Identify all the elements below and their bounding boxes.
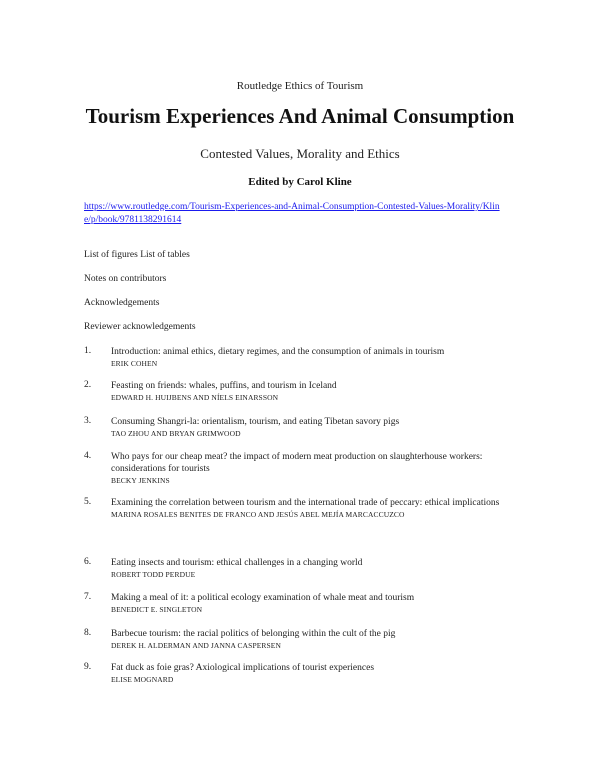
chapter-title: Fat duck as foie gras? Axiological implications of tourist experiences [111,663,375,673]
chapter-entry [84,592,524,615]
chapter-entry [84,557,524,580]
chapter-number: 4. [84,451,92,461]
chapter-authors: BENEDICT E. SINGLETON [111,605,203,614]
chapter-entry [84,346,524,369]
chapter-title: Making a meal of it: a political ecology examination of whale meat and tourism [111,593,415,603]
book-url-link[interactable]: https://www.routledge.com/Tourism-Experiences-and-Animal-Consumption-Contested-Values-Morality/Kline/p/book/9781138291614 [84,202,500,225]
chapter-authors: EDWARD H. HUIJBENS AND NÍELS EINARSSON [111,393,279,402]
chapter-number: 5. [84,497,92,507]
chapter-title: Feasting on friends: whales, puffins, and tourism in Iceland [111,381,337,391]
chapter-number: 7. [84,592,92,602]
chapter-number: 1. [84,346,92,356]
front-matter-item: List of figures List of tables [84,250,190,260]
chapter-entry [84,380,524,403]
chapter-entry [84,662,524,685]
chapter-authors: ROBERT TODD PERDUE [111,570,196,579]
chapter-authors: BECKY JENKINS [111,476,170,485]
front-matter-item: Acknowledgements [84,298,160,308]
chapter-number: 6. [84,557,92,567]
chapter-title: Barbecue tourism: the racial politics of belonging within the cult of the pig [111,629,396,639]
chapter-entry [84,416,524,439]
chapter-title: Introduction: animal ethics, dietary regimes, and the consumption of animals in tourism [111,347,445,357]
chapter-authors: MARINA ROSALES BENITES DE FRANCO AND JESÚS ABEL MEJÍA MARCACCUZCO [111,510,405,519]
chapter-authors: DEREK H. ALDERMAN AND JANNA CASPERSEN [111,641,281,650]
chapter-title: Consuming Shangri-la: orientalism, tourism, and eating Tibetan savory pigs [111,417,400,427]
front-matter-item: Reviewer acknowledgements [84,322,196,332]
book-title: Tourism Experiences And Animal Consumption [85,104,515,128]
chapter-number: 2. [84,380,92,390]
chapter-entry [84,451,524,486]
chapter-number: 8. [84,628,92,638]
chapter-title: Eating insects and tourism: ethical challenges in a changing world [111,558,363,568]
book-editor: Edited by Carol Kline [248,176,352,188]
chapter-authors: TAO ZHOU AND BRYAN GRIMWOOD [111,429,241,438]
chapter-entry [84,497,524,520]
book-subtitle: Contested Values, Morality and Ethics [200,146,400,161]
chapter-number: 3. [84,416,92,426]
chapter-authors: ERIK COHEN [111,359,158,368]
front-matter-item: Notes on contributors [84,274,167,284]
series-name: Routledge Ethics of Tourism [236,80,364,92]
chapter-number: 9. [84,662,92,672]
chapter-authors: ELISE MOGNARD [111,675,174,684]
chapter-title: Examining the correlation between tourism and the international trade of peccary: ethical implications [111,498,500,508]
chapter-title: Who pays for our cheap meat? the impact of modern meat production on slaughterhouse workers: considerations for tourists [111,452,483,474]
chapter-entry [84,628,524,651]
